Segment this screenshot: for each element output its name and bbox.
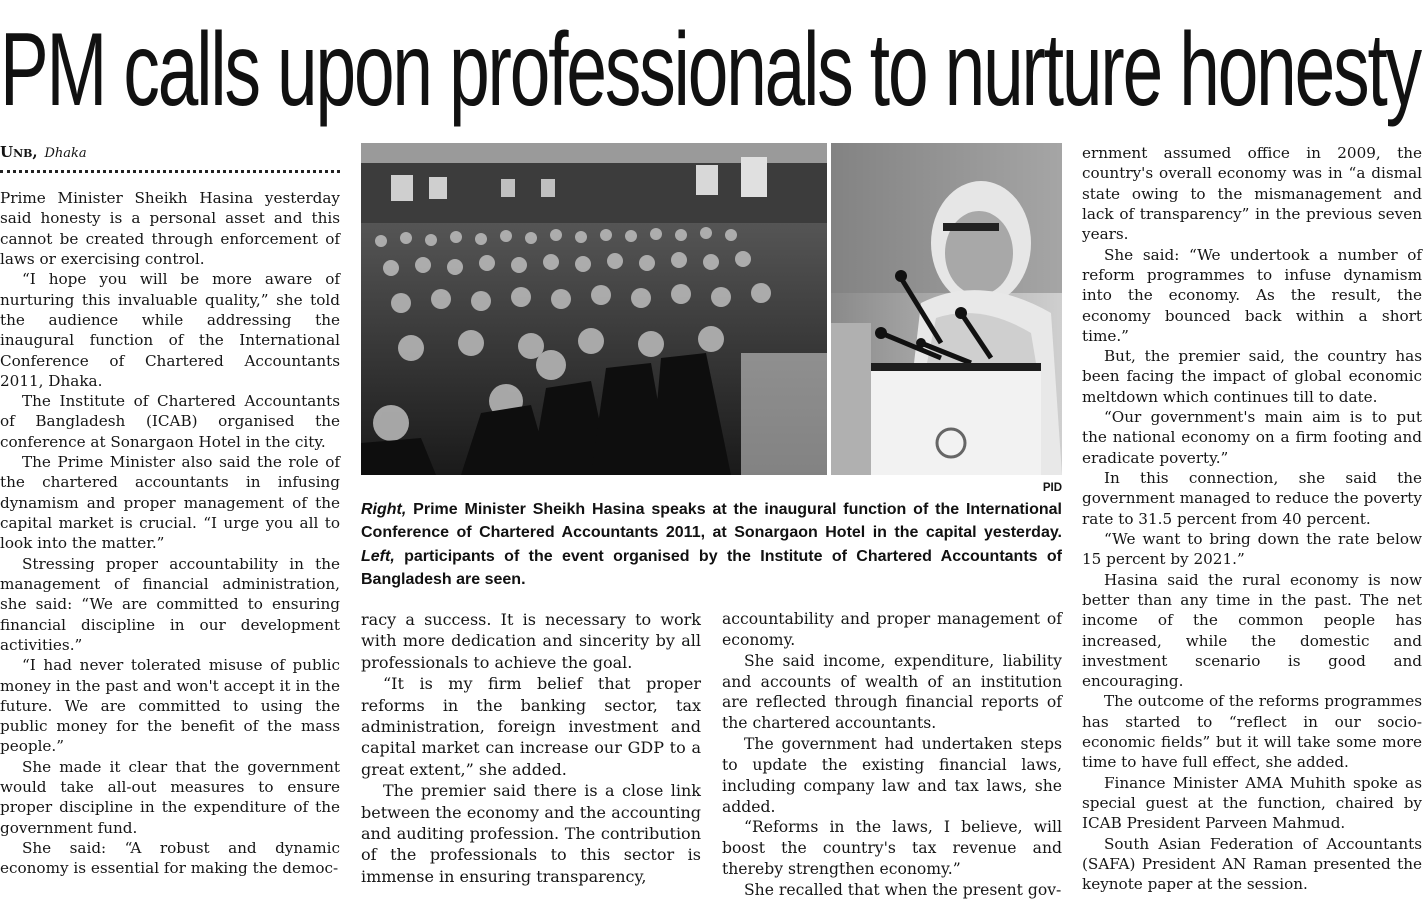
article-column-4	[1082, 143, 1422, 895]
paragraph: ernment assumed office in 2009, the country's overall economy was in “a dismal state owing to the mismanagement and lack of transparency” in the previous seven years.	[1082, 144, 1422, 244]
paragraph: accountability and proper management of economy.	[722, 610, 1062, 649]
byline-city: Dhaka	[44, 146, 87, 161]
paragraph: racy a success. It is necessary to work with more dedication and sincerity by all professionals to achieve the goal.	[361, 610, 701, 672]
dotted-divider	[0, 170, 340, 173]
paragraph: Hasina said the rural economy is now better than any time in the past. The net income of the common people has increased, while the domestic and investment scenario is good and encouraging.	[1082, 570, 1422, 691]
photo-credit: PID	[1042, 482, 1062, 494]
paragraph: She said: “A robust and dynamic economy is essential for making the democ-	[0, 839, 340, 878]
article-column-2	[361, 609, 701, 887]
paragraph: “Our government's main aim is to put the national economy on a firm footing and eradicate poverty.”	[1082, 408, 1422, 467]
paragraph: The Prime Minister also said the role of the chartered accountants in infusing dynamism and proper management of the capital market is crucial. “I urge you all to look into the matter.”	[0, 453, 340, 553]
article-column-3	[722, 609, 1062, 901]
headline: PM calls upon professionals to nurture honesty	[0, 12, 1421, 128]
news-photo	[361, 143, 1062, 475]
paragraph: Stressing proper accountability in the management of financial administration, she said: “We are committed to ensuring financial discipline in our development activities.”	[0, 554, 340, 654]
paragraph: In this connection, she said the government managed to reduce the poverty rate to 31.5 percent from 40 percent.	[1082, 469, 1422, 528]
paragraph: The Institute of Chartered Accountants of Bangladesh (ICAB) organised the conference at Sonargaon Hotel in the city.	[0, 392, 340, 451]
paragraph: The government had undertaken steps to update the existing financial laws, including company law and tax laws, she added.	[722, 735, 1062, 816]
paragraph: “Reforms in the laws, I believe, will boost the country's tax revenue and thereby strengthen economy.”	[722, 818, 1062, 879]
caption-lead-left: Left,	[361, 547, 395, 565]
paragraph: “It is my firm belief that proper reforms in the banking sector, tax administration, foreign investment and capital market can increase our GDP to a great extent,” she added.	[361, 674, 701, 779]
caption-text: participants of the event organised by the Institute of Chartered Accountants of Bangladesh are seen.	[361, 547, 1062, 589]
paragraph: She made it clear that the government would take all-out measures to ensure proper discipline in the expenditure of the government fund.	[0, 757, 340, 837]
paragraph: South Asian Federation of Accountants (SAFA) President AN Raman presented the keynote paper at the session.	[1082, 834, 1422, 894]
caption-text: Prime Minister Sheikh Hasina speaks at the inaugural function of the International Conference of Chartered Accountants 2011, at Sonargaon Hotel in the capital yesterday.	[361, 501, 1062, 542]
paragraph: “I hope you will be more aware of nurturing this invaluable quality,” she told the audience while addressing the inaugural function of the International Conference of Chartered Accountants 2011, Dhaka.	[0, 270, 340, 390]
article-column-1	[0, 188, 340, 879]
paragraph: She said income, expenditure, liability and accounts of wealth of an institution are reflected through financial reports of the chartered accountants.	[722, 651, 1062, 733]
paragraph: But, the premier said, the country has been facing the impact of global economic meltdown which continues till to date.	[1082, 347, 1422, 406]
news-photo-image	[361, 143, 1062, 475]
paragraph: Prime Minister Sheikh Hasina yesterday said honesty is a personal asset and this cannot be created through enforcement of laws or exercising control.	[0, 189, 340, 268]
paragraph: She recalled that when the present gov-	[744, 880, 1062, 899]
paragraph: “We want to bring down the rate below 15 percent by 2021.”	[1082, 529, 1422, 569]
paragraph: The outcome of the reforms programmes has started to “reflect in our socio-economic fields” but it will take some more time to have full effect, she added.	[1082, 692, 1422, 772]
paragraph: Finance Minister AMA Muhith spoke as special guest at the function, chaired by ICAB President Parveen Mahmud.	[1082, 773, 1422, 833]
byline	[0, 140, 340, 164]
paragraph: The premier said there is a close link between the economy and the accounting and auditing profession. The contribution of the professionals to this sector is immense in ensuring transparency,	[361, 781, 701, 886]
byline-agency: Unb,	[0, 143, 38, 161]
photo-caption	[361, 498, 1062, 592]
caption-lead-right: Right,	[361, 501, 407, 518]
paragraph: “I had never tolerated misuse of public money in the past and won't accept it in the future. We are committed to using the public money for the benefit of the mass people.”	[0, 656, 340, 756]
paragraph: She said: “We undertook a number of reform programmes to infuse dynamism into the economy. As the result, the economy bounced back within a short time.”	[1082, 245, 1422, 345]
